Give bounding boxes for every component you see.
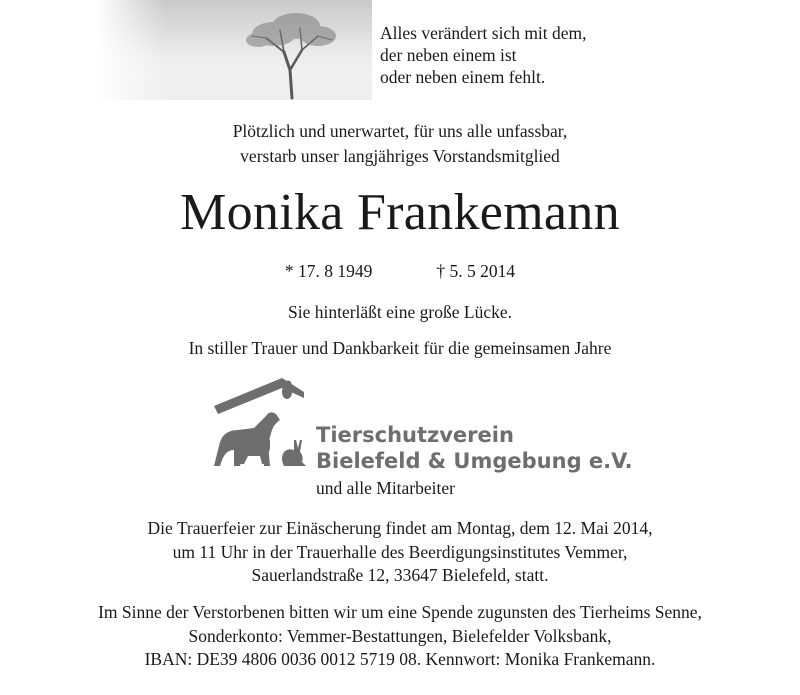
life-dates bbox=[0, 259, 800, 283]
verse-line: oder neben einem fehlt. bbox=[380, 67, 546, 87]
funeral-line: Sauerlandstraße 12, 33647 Bielefeld, statt. bbox=[251, 565, 549, 585]
verse-line: der neben einem ist bbox=[380, 45, 517, 65]
funeral-info bbox=[0, 517, 800, 588]
tree-illustration bbox=[96, 0, 372, 100]
birth-date: * 17. 8 1949 bbox=[284, 261, 373, 281]
intro-text bbox=[0, 119, 800, 169]
deceased-name: Monika Frankemann bbox=[180, 184, 620, 241]
donation-info bbox=[0, 601, 800, 672]
organization-name-line: Bielefeld & Umgebung e.V. bbox=[316, 449, 633, 473]
tree-photo bbox=[96, 0, 372, 100]
funeral-line: um 11 Uhr in der Trauerhalle des Beerdigungsinstitutes Vemmer, bbox=[172, 541, 628, 562]
verse bbox=[380, 22, 587, 88]
organization-name bbox=[316, 422, 633, 474]
organization-name-line: Tierschutzverein bbox=[316, 423, 514, 447]
death-date: † 5. 5 2014 bbox=[436, 261, 516, 281]
staff-signature: und alle Mitarbeiter bbox=[316, 478, 455, 498]
intro-line: Plötzlich und unerwartet, für uns alle unfassbar, bbox=[232, 121, 568, 141]
donation-line: Im Sinne der Verstorbenen bitten wir um eine Spende zugunsten des Tierheims Senne, bbox=[98, 602, 702, 622]
donation-line: IBAN: DE39 4806 0036 0012 5719 08. Kennwort: Monika Frankemann. bbox=[144, 649, 656, 669]
funeral-line: Die Trauerfeier zur Einäscherung findet am Montag, dem 12. Mai 2014, bbox=[147, 518, 653, 538]
loss-statement: Sie hinterläßt eine große Lücke. bbox=[287, 302, 512, 322]
intro-line: verstarb unser langjähriges Vorstandsmitglied bbox=[240, 146, 560, 166]
gratitude-statement: In stiller Trauer und Dankbarkeit für die gemeinsamen Jahre bbox=[188, 338, 612, 358]
donation-line: Sonderkonto: Vemmer-Bestattungen, Bielefelder Volksbank, bbox=[188, 625, 612, 646]
verse-line: Alles verändert sich mit dem, bbox=[380, 23, 587, 43]
